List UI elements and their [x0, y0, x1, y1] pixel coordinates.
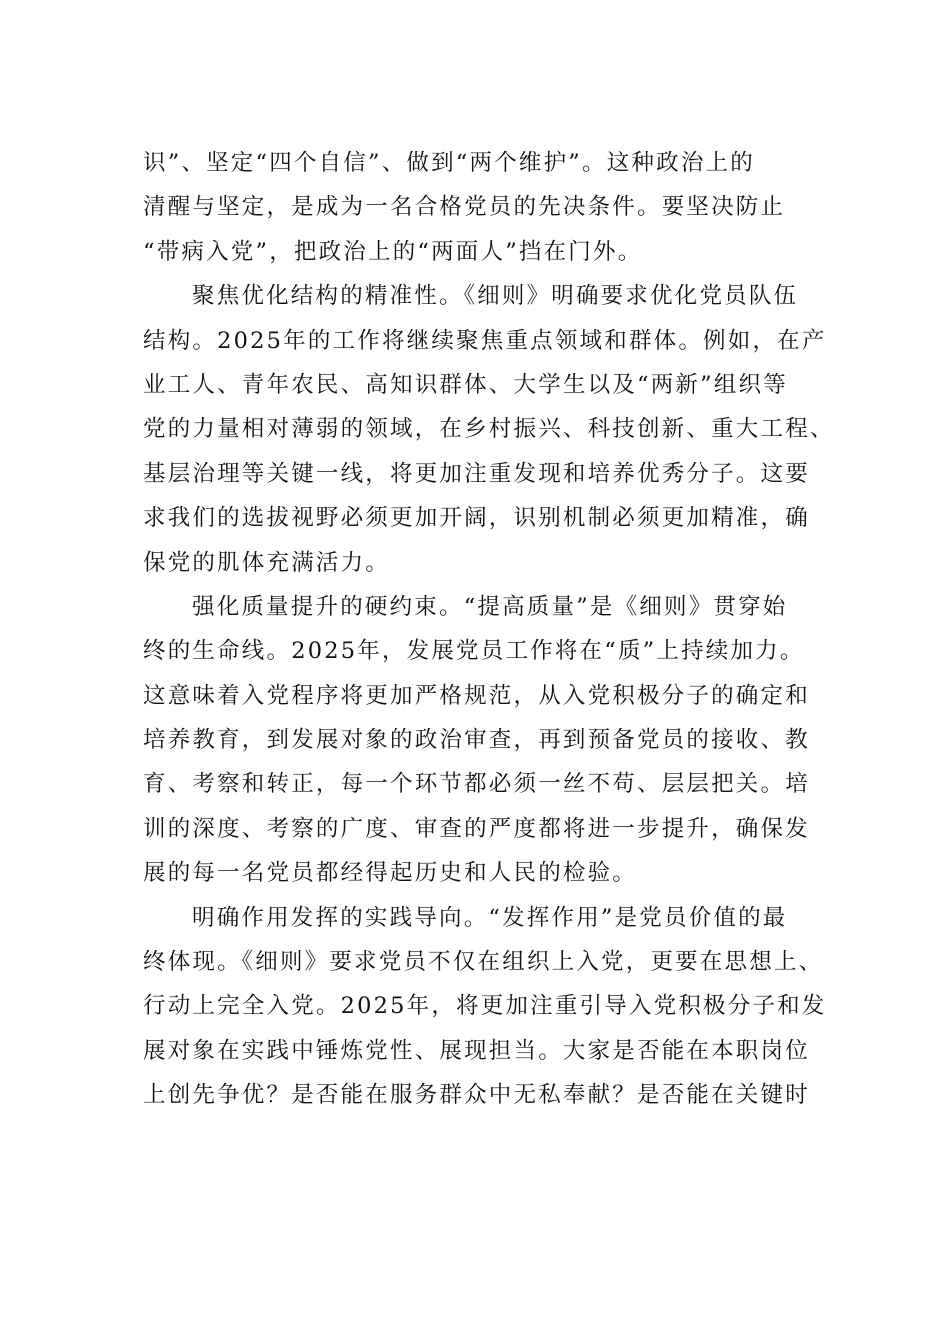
paragraph-heading-line: 明确作用发挥的实践导向。“发挥作用”是党员价值的最: [192, 904, 788, 931]
text-line: 结构。2025年的工作将继续聚焦重点领域和群体。例如，在产: [143, 327, 827, 354]
text-line: 业工人、青年农民、高知识群体、大学生以及“两新”组织等: [143, 371, 788, 398]
text-line: 育、考察和转正，每一个环节都必须一丝不苟、层层把关。培: [143, 771, 810, 798]
text-line: 党的力量相对薄弱的领域，在乡村振兴、科技创新、重大工程、: [143, 416, 835, 443]
paragraph-heading-line: 聚焦优化结构的精准性。《细则》明确要求优化党员队伍: [192, 283, 799, 310]
text-line: 终体现。《细则》要求党员不仅在组织上入党，更要在思想上、: [143, 949, 824, 976]
text-line: 行动上完全入党。2025年，将更加注重引导入党积极分子和发: [143, 993, 827, 1020]
text-line: 求我们的选拔视野必须更加开阔，识别机制必须更加精准，确: [143, 505, 810, 532]
body-text: [143, 141, 835, 1118]
text-line: 终的生命线。2025年，发展党员工作将在“质”上持续加力。: [143, 638, 805, 665]
text-line: 基层治理等关键一线，将更加注重发现和培养优秀分子。这要: [143, 460, 810, 487]
text-line: 清醒与坚定，是成为一名合格党员的先决条件。要坚决防止: [143, 194, 786, 221]
text-line: 上创先争优？是否能在服务群众中无私奉献？是否能在关键时: [143, 1082, 810, 1109]
text-line: 训的深度、考察的广度、审查的严度都将进一步提升，确保发: [143, 815, 810, 842]
paragraph-heading-line: 强化质量提升的硬约束。“提高质量”是《细则》贯穿始: [192, 593, 788, 620]
text-line: 培养教育，到发展对象的政治审查，再到预备党员的接收、教: [143, 727, 810, 754]
text-line: 这意味着入党程序将更加严格规范，从入党积极分子的确定和: [143, 682, 810, 709]
text-line: 保党的肌体充满活力。: [143, 549, 391, 576]
text-line: 识”、坚定“四个自信”、做到“两个维护”。这种政治上的: [143, 150, 755, 176]
text-line: “带病入党”，把政治上的“两面人”挡在门外。: [143, 238, 643, 265]
text-line: 展对象在实践中锤炼党性、展现担当。大家是否能在本职岗位: [143, 1037, 810, 1064]
text-line: 展的每一名党员都经得起历史和人民的检验。: [143, 860, 638, 887]
